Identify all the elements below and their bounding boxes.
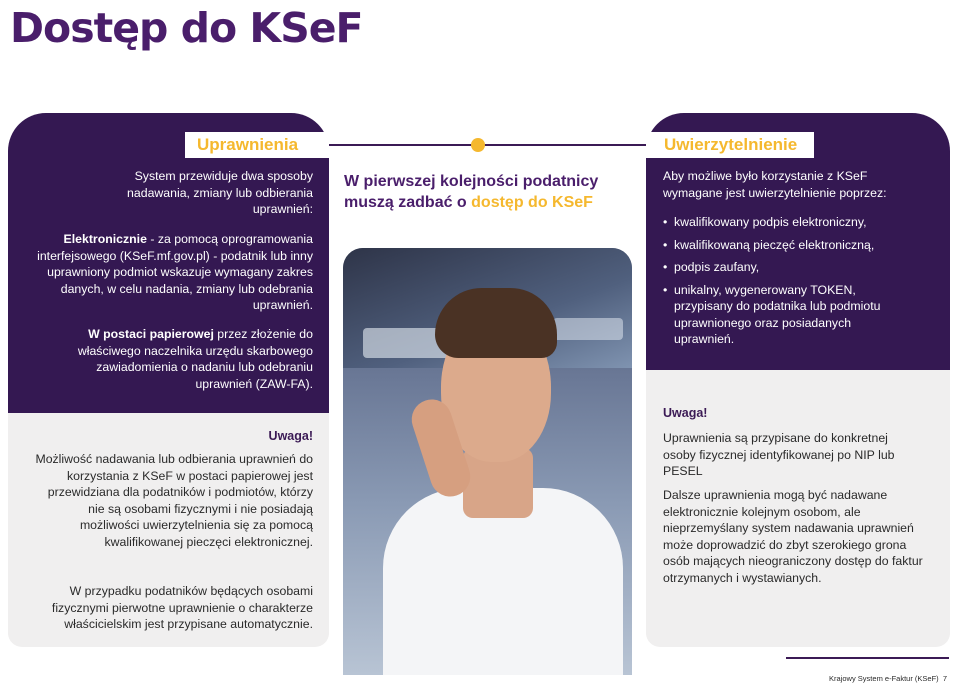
authentication-intro: Aby możliwe było korzystanie z KSeF wymagane jest uwierzytelnienie poprzez: [663,169,887,200]
authentication-warning-p1: Uprawnienia są przypisane do konkretnej osoby fizycznej identyfikowanej po NIP lub PESEL [663,431,895,478]
paper-text: przez złożenie do właściwego naczelnika urzędu skarbowego zawiadomienia o nadaniu lub odebraniu uprawnień (ZAW-FA). [77,327,313,391]
permissions-electronic [13,231,313,314]
authentication-title: Uwierzytelnienie [664,135,798,154]
connector-line [328,144,646,146]
authentication-warning-title: Uwaga! [663,406,708,420]
footer [829,674,947,683]
middle-heading [344,171,634,213]
list-item: • kwalifikowany podpis elektroniczny, [663,214,943,231]
middle-heading-text: W pierwszej kolejności podatnicy muszą zadbać o [344,173,599,211]
electronic-text: - za pomocą oprogramowania interfejsowego (KSeF.mf.gov.pl) - podatnik lub inny uprawniony podmiot wskazuje wymagany zakres danych, w celu nadania, zmiany lub odebrania uprawnień. [37,232,313,312]
man-photo [343,248,632,675]
photo-light-right [553,318,623,340]
list-item: • podpis zaufany, [663,259,943,276]
list-item: • unikalny, wygenerowany TOKEN, przypisany do podatnika lub podmiotu uprawnionego oraz posiadanych uprawnień. [663,282,883,348]
page-number: 7 [942,674,947,683]
footer-text: Krajowy System e-Faktur (KSeF) [829,674,939,683]
permissions-warning-p2: W przypadku podatników będących osobami fizycznymi pierwotne uprawnienie o charakterze właścicielskim jest przypisane automatycznie. [51,584,313,631]
page-title: Dostęp do KSeF [10,4,363,52]
permissions-intro: System przewiduje dwa sposoby nadawania, zmiany lub odbierania uprawnień: [127,169,313,216]
photo-hair [435,288,557,358]
authentication-warning-p2: Dalsze uprawnienia mogą być nadawane elektronicznie kolejnym osobom, ale nieprzemyślany system nadawania uprawnień może doprowadzić do zbyt szerokiego grona osób mających nieograniczony dostęp do faktur otrzymanych i wystawianych. [663,488,923,585]
list-item: • kwalifikowaną pieczęć elektroniczną, [663,237,943,254]
connector-dot [471,138,485,152]
paper-label: W postaci papierowej [88,327,214,341]
permissions-paper [73,326,313,392]
permissions-warning-title: Uwaga! [268,429,313,443]
authentication-list [663,214,943,354]
permissions-warning-p1: Możliwość nadawania lub odbierania uprawnień do korzystania z KSeF w postaci papierowej jest przewidziana dla podatników i podmiotów, którzy nie są osobami fizycznymi i nie posiadają możliwości uwierzytelnienia się za pomocą kwalifikowanej pieczęci elektronicznej. [35,452,313,549]
footer-line [786,657,949,659]
permissions-title: Uprawnienia [197,135,299,154]
electronic-label: Elektronicznie [63,232,147,246]
middle-heading-accent: dostęp do KSeF [471,194,593,211]
